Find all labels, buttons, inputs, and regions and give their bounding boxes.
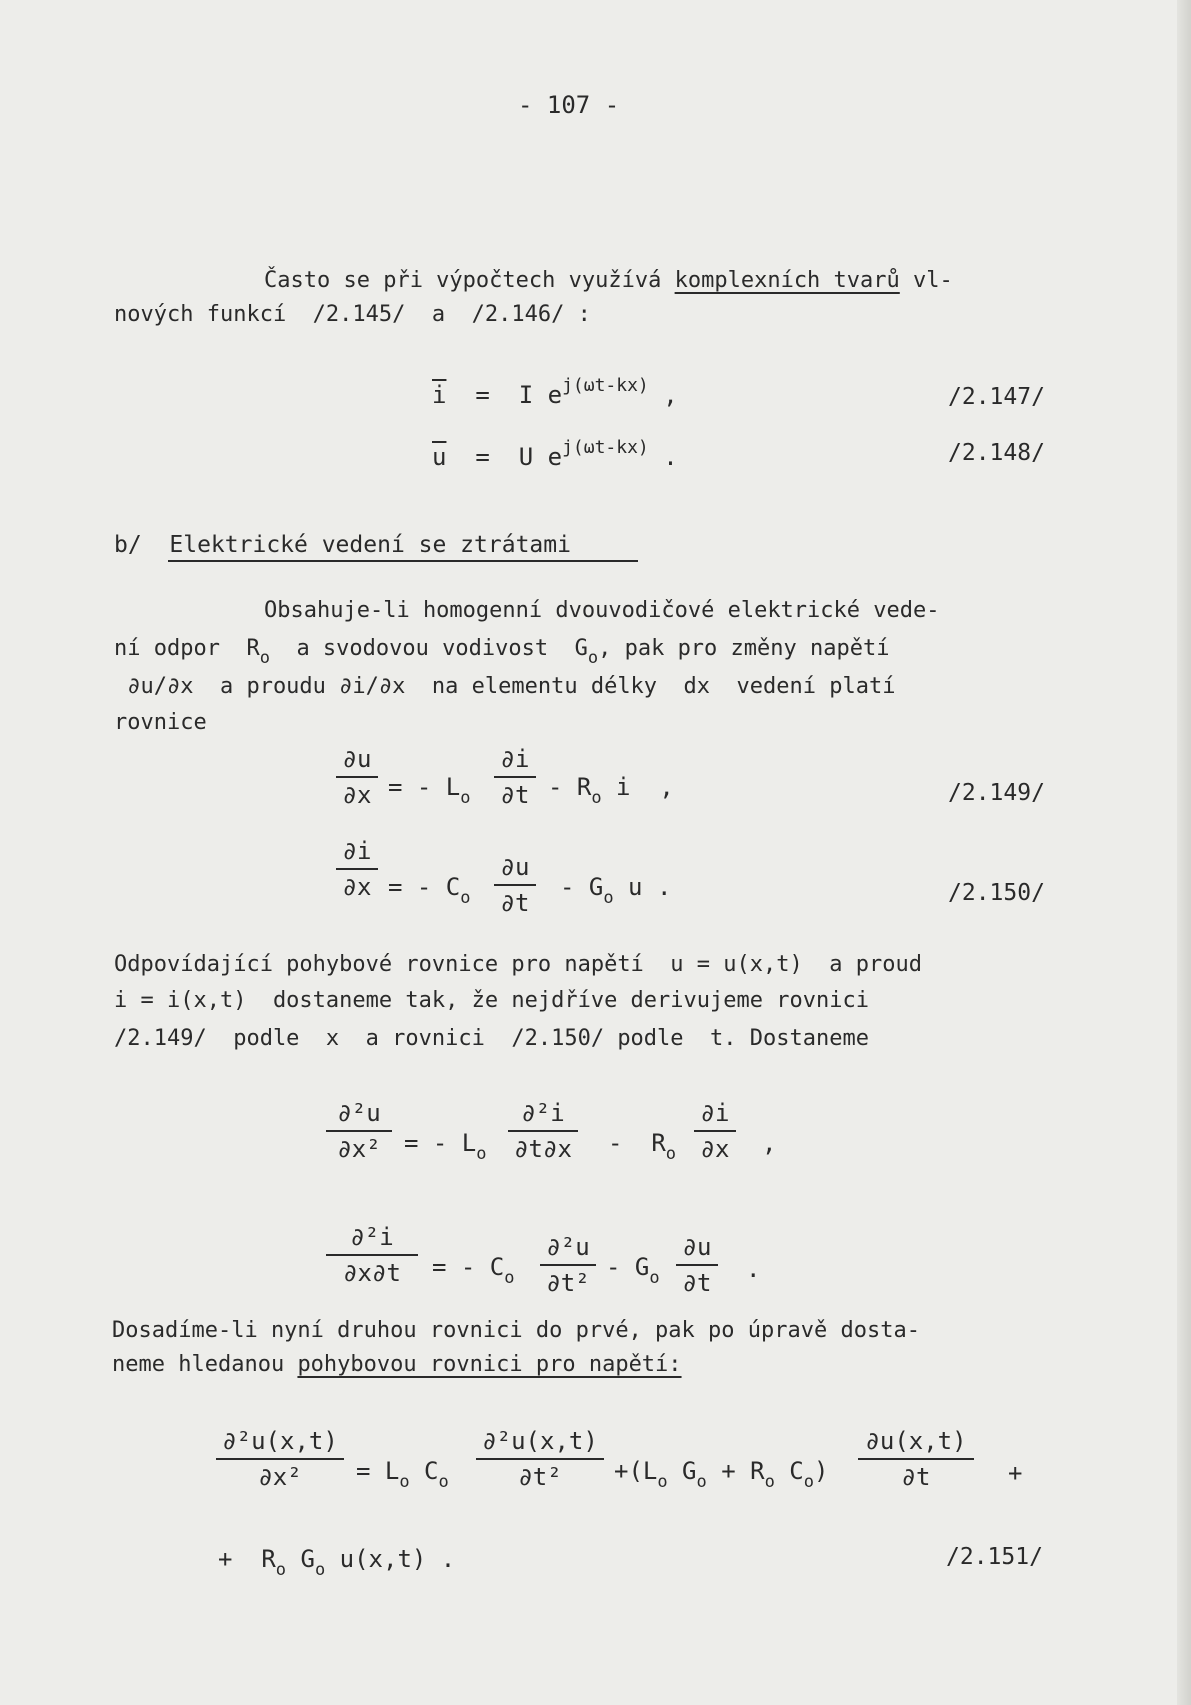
denominator: ∂t²: [546, 1269, 590, 1297]
eq-exponent: j(ωt-kx): [562, 375, 649, 396]
para2-line-4: rovnice: [114, 710, 207, 735]
subscript: o: [504, 1268, 515, 1288]
eq151-fraction-1: [216, 1426, 344, 1492]
denominator: ∂t²: [518, 1463, 562, 1491]
eqB-tail: [606, 1253, 660, 1288]
eqB-fraction-3: [676, 1232, 718, 1298]
fraction-bar: [508, 1130, 578, 1132]
heading-underline: [168, 560, 638, 562]
para4-text: neme hledanou: [112, 1352, 298, 1377]
eq151-line-2: [218, 1545, 456, 1580]
subscript: o: [649, 1268, 660, 1288]
equation-2-148: [432, 437, 678, 473]
eqB-fraction-1: [326, 1222, 418, 1288]
eq149-tail: [548, 773, 674, 808]
eqB-mid: [432, 1253, 515, 1288]
fraction-bar: [694, 1130, 736, 1132]
eq-text: = - C: [388, 873, 461, 901]
fraction-bar: [494, 884, 536, 886]
para4-line-1: Dosadíme-li nyní druhou rovnici do prvé, pak po úpravě dosta-: [112, 1318, 920, 1343]
underlined-term: pohybovou rovnici pro napětí:: [297, 1352, 682, 1377]
para3-line-3: /2.149/ podle x a rovnici /2.150/ podle t. Dostaneme: [114, 1026, 869, 1051]
numerator: ∂²u: [546, 1233, 590, 1261]
numerator: ∂i: [500, 745, 530, 773]
eq150-mid: [388, 873, 471, 908]
fraction-bar: [676, 1264, 718, 1266]
eq-text: G: [667, 1457, 697, 1485]
denominator: ∂t: [500, 889, 530, 917]
eqA-fraction-3: [694, 1098, 736, 1164]
denominator: ∂x²: [337, 1135, 381, 1163]
intro-line-2: nových funkcí /2.145/ a /2.146/ :: [114, 302, 591, 327]
eq-text: = - L: [404, 1129, 477, 1157]
para2-line-1: Obsahuje-li homogenní dvouvodičové elektrické vede-: [264, 598, 940, 623]
eq-sign: =: [475, 443, 490, 471]
eq151-mid: [356, 1457, 449, 1492]
para2-text-c: , pak pro změny napětí: [598, 636, 890, 661]
equation-label-2-150: /2.150/: [948, 880, 1045, 906]
fraction-bar: [858, 1458, 974, 1460]
subscript: o: [665, 1144, 677, 1164]
eq-punct: .: [663, 443, 678, 471]
eq-amplitude: U e: [518, 443, 563, 471]
subscript: o: [587, 648, 599, 668]
eq-text: - G: [560, 873, 604, 901]
eq150-tail: [560, 873, 672, 908]
denominator: ∂x: [700, 1135, 730, 1163]
para2-line-2: [114, 636, 890, 668]
eq149-fraction-1: [336, 744, 378, 810]
eq151-plus: +: [1008, 1459, 1023, 1487]
eq-text: + R: [218, 1545, 276, 1573]
numerator: ∂u: [342, 745, 372, 773]
denominator: ∂x∂t: [343, 1259, 401, 1287]
eq-text: C: [409, 1457, 439, 1485]
eq-punct: ,: [663, 381, 678, 409]
para2-line-3: ∂u/∂x a proudu ∂i/∂x na elementu délky dx vedení platí: [114, 674, 896, 699]
denominator: ∂t: [901, 1463, 931, 1491]
subscript: o: [476, 1144, 487, 1164]
subscript: o: [591, 788, 602, 808]
eq-text: ): [813, 1457, 829, 1485]
page-edge-shadow: [1177, 0, 1191, 1705]
page-number: - 107 -: [518, 91, 620, 119]
denominator: ∂t: [500, 781, 530, 809]
para2-text-a: ní odpor R: [114, 636, 260, 661]
equation-label-2-147: /2.147/: [948, 384, 1045, 410]
subscript: o: [803, 1472, 814, 1492]
fraction-bar: [326, 1130, 392, 1132]
subscript: o: [764, 1472, 775, 1492]
numerator: ∂²i: [350, 1223, 394, 1251]
eq-text: +(L: [614, 1457, 658, 1485]
numerator: ∂²u: [337, 1099, 381, 1127]
fraction-bar: [494, 776, 536, 778]
fraction-bar: [476, 1458, 604, 1460]
denominator: ∂t: [682, 1269, 712, 1297]
eq149-mid: [388, 773, 471, 808]
denominator: ∂t∂x: [514, 1135, 572, 1163]
section-heading: b/ Elektrické vedení se ztrátami: [114, 532, 571, 558]
para3-line-2: i = i(x,t) dostaneme tak, že nejdříve derivujeme rovnici: [114, 988, 869, 1013]
denominator: ∂x: [342, 873, 372, 901]
numerator: ∂u(x,t): [865, 1427, 967, 1455]
intro-line-1: [264, 268, 953, 294]
numerator: ∂u: [682, 1233, 712, 1261]
eq149-fraction-2: [494, 744, 536, 810]
fraction-bar: [540, 1264, 596, 1266]
equation-2-147: [432, 375, 678, 411]
eq151-fraction-3: [858, 1426, 974, 1492]
equation-label-2-148: /2.148/: [948, 440, 1045, 466]
eq-text: i ,: [601, 773, 674, 801]
fraction-bar: [336, 776, 378, 778]
eq151-paren: [614, 1457, 829, 1492]
eq150-fraction-2: [494, 852, 536, 918]
fraction-bar: [216, 1458, 344, 1460]
eq-text: - R: [608, 1129, 666, 1157]
eq-text: - R: [548, 773, 592, 801]
eqA-punct: ,: [762, 1129, 777, 1157]
eq150-fraction-1: [336, 836, 378, 902]
eq-sign: =: [475, 381, 490, 409]
para2-text-b: a svodovou vodivost G: [269, 636, 588, 661]
underlined-term: komplexních tvarů: [674, 268, 900, 293]
intro-text: Často se při výpočtech využívá: [264, 268, 675, 293]
numerator: ∂²i: [521, 1099, 565, 1127]
fraction-bar: [336, 868, 378, 870]
eq-amplitude: I e: [518, 381, 563, 409]
denominator: ∂x: [342, 781, 372, 809]
subscript: o: [657, 1472, 668, 1492]
subscript: o: [460, 788, 471, 808]
eq-text: u .: [613, 873, 672, 901]
equation-label-2-151: /2.151/: [946, 1544, 1043, 1570]
eqA-mid: [404, 1129, 487, 1164]
intro-text-end: vl-: [899, 268, 953, 293]
subscript: o: [259, 648, 270, 668]
subscript: o: [314, 1560, 326, 1580]
eq-text: = - C: [432, 1253, 505, 1281]
subscript: o: [275, 1560, 287, 1580]
eqB-punct: .: [746, 1255, 761, 1283]
eq-text: u(x,t) .: [325, 1545, 456, 1573]
denominator: ∂x²: [258, 1463, 302, 1491]
eq-lhs: $\overline{i}$: [432, 381, 447, 409]
subscript: o: [399, 1472, 410, 1492]
subscript: o: [460, 888, 471, 908]
eqA-fraction-2: [508, 1098, 578, 1164]
subscript: o: [696, 1472, 707, 1492]
eq-text: + R: [706, 1457, 765, 1485]
numerator: ∂i: [700, 1099, 730, 1127]
para3-line-1: Odpovídající pohybové rovnice pro napětí u = u(x,t) a proud: [114, 952, 922, 977]
eq-lhs: $\overline{u}$: [432, 443, 447, 471]
numerator: ∂u: [500, 853, 530, 881]
eq-exponent: j(ωt-kx): [562, 437, 649, 458]
numerator: ∂²u(x,t): [482, 1427, 598, 1455]
para4-line-2: [112, 1352, 682, 1378]
numerator: ∂i: [342, 837, 372, 865]
eq151-fraction-2: [476, 1426, 604, 1492]
eqA-fraction-1: [326, 1098, 392, 1164]
numerator: ∂²u(x,t): [222, 1427, 338, 1455]
subscript: o: [603, 888, 614, 908]
eq-text: - G: [606, 1253, 650, 1281]
fraction-bar: [326, 1254, 418, 1256]
eqB-fraction-2: [540, 1232, 596, 1298]
eq-text: G: [286, 1545, 315, 1573]
eq-text: C: [774, 1457, 804, 1485]
eq-text: = - L: [388, 773, 461, 801]
equation-label-2-149: /2.149/: [948, 780, 1045, 806]
subscript: o: [438, 1472, 449, 1492]
eq-text: = L: [356, 1457, 400, 1485]
eqA-tail: [608, 1129, 677, 1164]
